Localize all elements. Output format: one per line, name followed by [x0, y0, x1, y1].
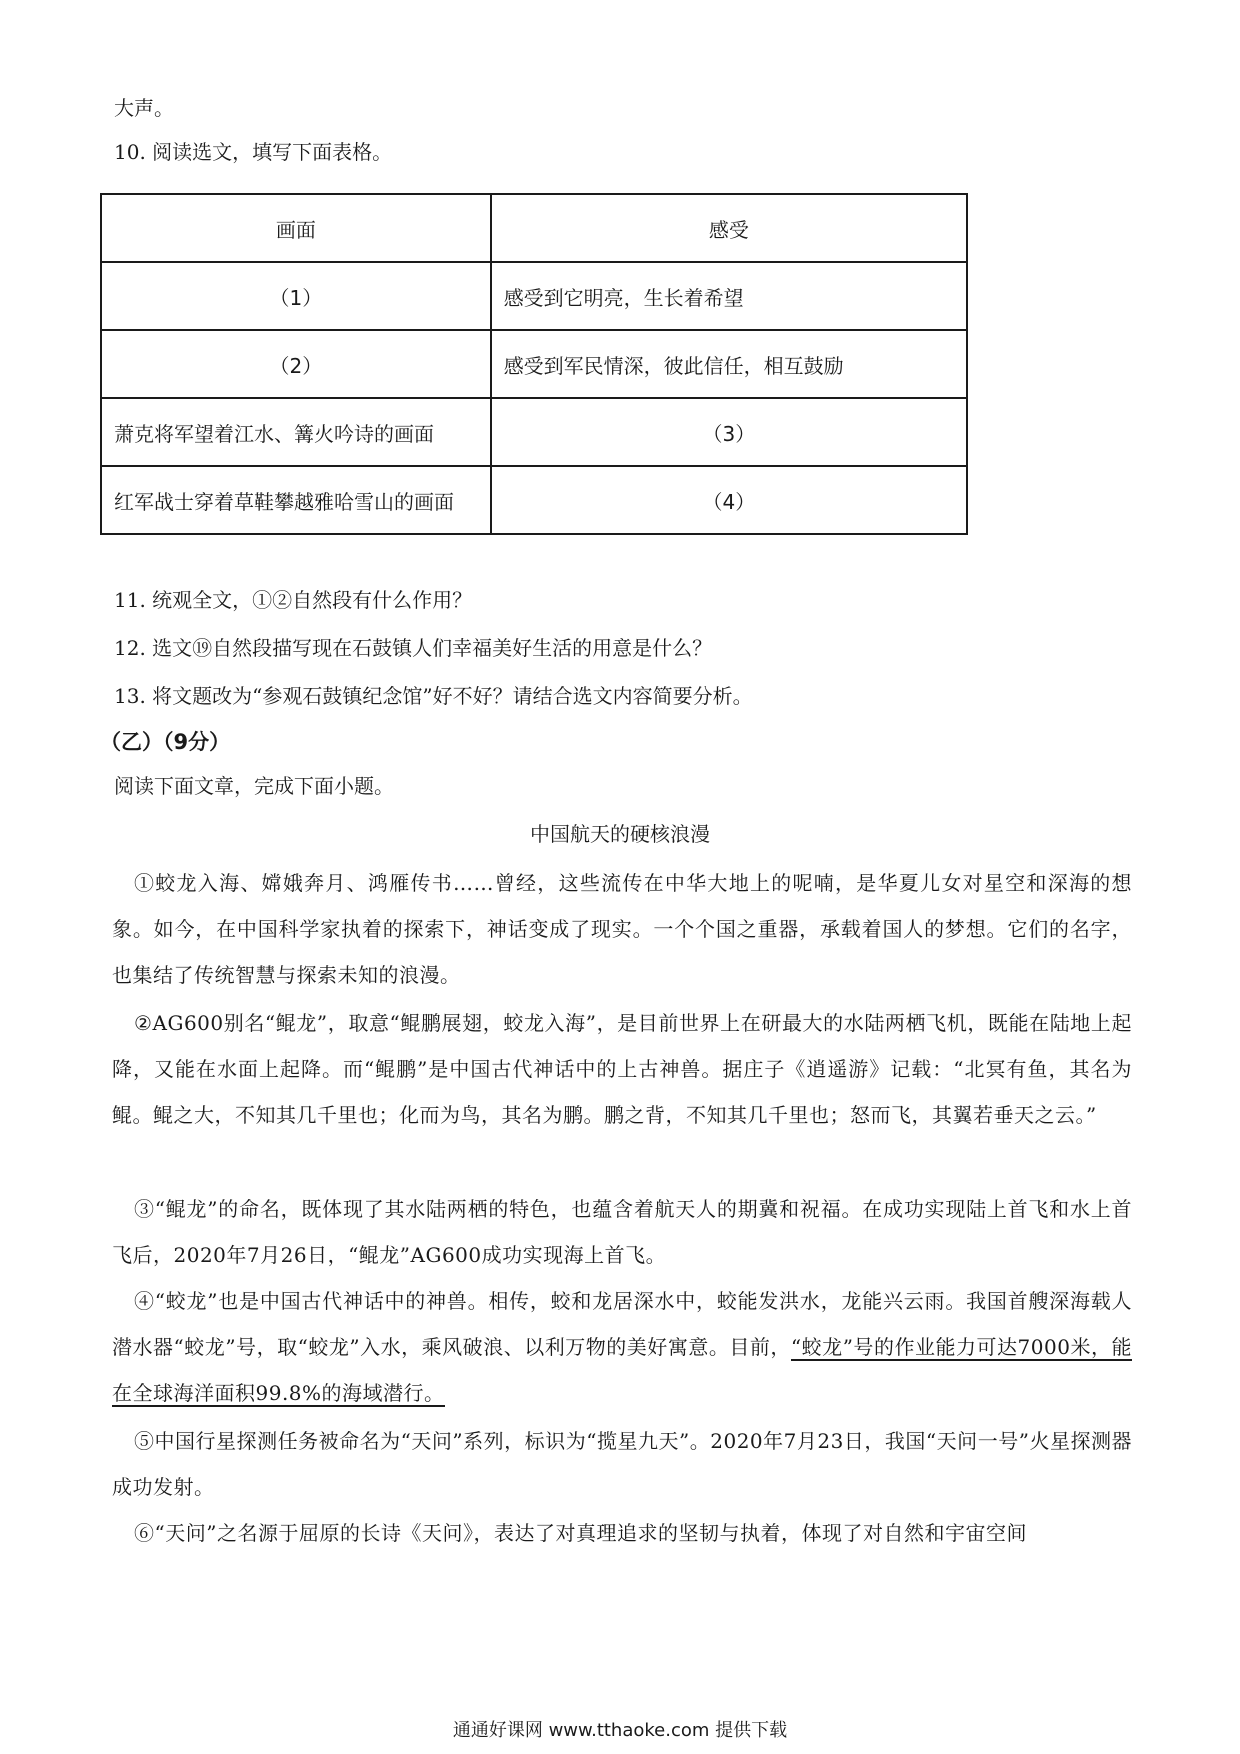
- article-title: 中国航天的硬核浪漫: [530, 822, 710, 846]
- table-row: [101, 398, 967, 466]
- table-cell: 感受到军民情深，彼此信任，相互鼓励: [491, 330, 967, 398]
- table-header-row: [101, 194, 967, 262]
- table-header-cell: 画面: [101, 194, 491, 262]
- article-paragraph-5: ⑤中国行星探测任务被命名为“天问”系列，标识为“揽星九天”。2020年7月23日，我国“天问一号”火星探测器成功发射。: [112, 1429, 1132, 1499]
- top-fragment: 大声。: [114, 96, 174, 120]
- table-header-cell: 感受: [491, 194, 967, 262]
- section-heading: （乙）（9分）: [100, 730, 231, 754]
- article-paragraph-3: ③“鲲龙”的命名，既体现了其水陆两栖的特色，也蕴含着航天人的期冀和祝福。在成功实现陆上首飞和水上首飞后，2020年7月26日，“鲲龙”AG600成功实现海上首飞。: [112, 1197, 1132, 1267]
- question-12: 12. 选文⑲自然段描写现在石鼓镇人们幸福美好生活的用意是什么？: [114, 636, 713, 660]
- footer-watermark: 通通好课网 www.tthaoke.com 提供下载: [452, 1720, 788, 1741]
- article-paragraph-2: ②AG600别名“鲲龙”，取意“鲲鹏展翅，蛟龙入海”，是目前世界上在研最大的水陆两栖飞机，既能在陆地上起降，又能在水面上起降。而“鲲鹏”是中国古代神话中的上古神兽。据庄子《逍遥游》记载：“北冥有鱼，其名为鲲。鲲之大，不知其几千里也；化而为鸟，其名为鹏。鹏之背，不知其几千里也；怒而飞，其翼若垂天之云。”: [112, 1011, 1132, 1127]
- table-cell: （3）: [491, 398, 967, 466]
- table-cell: （4）: [491, 466, 967, 534]
- underlined-sentence: “蛟龙”号的作业能力可达7000米，能在全球海洋面积99.8%的海域潜行。: [112, 1335, 1132, 1405]
- question-10: 10. 阅读选文，填写下面表格。: [114, 140, 393, 164]
- table-cell: （2）: [101, 330, 491, 398]
- article-paragraph-1: ①蛟龙入海、嫦娥奔月、鸿雁传书……曾经，这些流传在中华大地上的呢喃，是华夏儿女对星空和深海的想象。如今，在中国科学家执着的探索下，神话变成了现实。一个个国之重器，承载着国人的梦想。它们的名字，也集结了传统智慧与探索未知的浪漫。: [112, 871, 1132, 987]
- table-cell: 红军战士穿着草鞋攀越雅哈雪山的画面: [101, 466, 491, 534]
- article-paragraph-6: ⑥“天问”之名源于屈原的长诗《天问》，表达了对真理追求的坚韧与执着，体现了对自然和宇宙空间: [134, 1521, 1027, 1545]
- question-11: 11. 统观全文，①②自然段有什么作用？: [114, 588, 473, 612]
- table-cell: 感受到它明亮，生长着希望: [491, 262, 967, 330]
- table-row: [101, 262, 967, 330]
- table-cell: 萧克将军望着江水、篝火吟诗的画面: [101, 398, 491, 466]
- question-13: 13. 将文题改为“参观石鼓镇纪念馆”好不好？请结合选文内容简要分析。: [114, 684, 753, 708]
- table-row: [101, 466, 967, 534]
- table-row: [101, 330, 967, 398]
- table-cell: （1）: [101, 262, 491, 330]
- reading-instruction: 阅读下面文章，完成下面小题。: [114, 774, 394, 798]
- paragraph-4-text: ④“蛟龙”也是中国古代神话中的神兽。相传，蛟和龙居深水中，蛟能发洪水，龙能兴云雨。我国首艘深海载人潜水器“蛟龙”号，取“蛟龙”入水，乘风破浪、以利万物的美好寓意。目前，: [112, 1289, 1132, 1359]
- answer-table: [100, 193, 968, 535]
- article-paragraph-4: [112, 1278, 1132, 1416]
